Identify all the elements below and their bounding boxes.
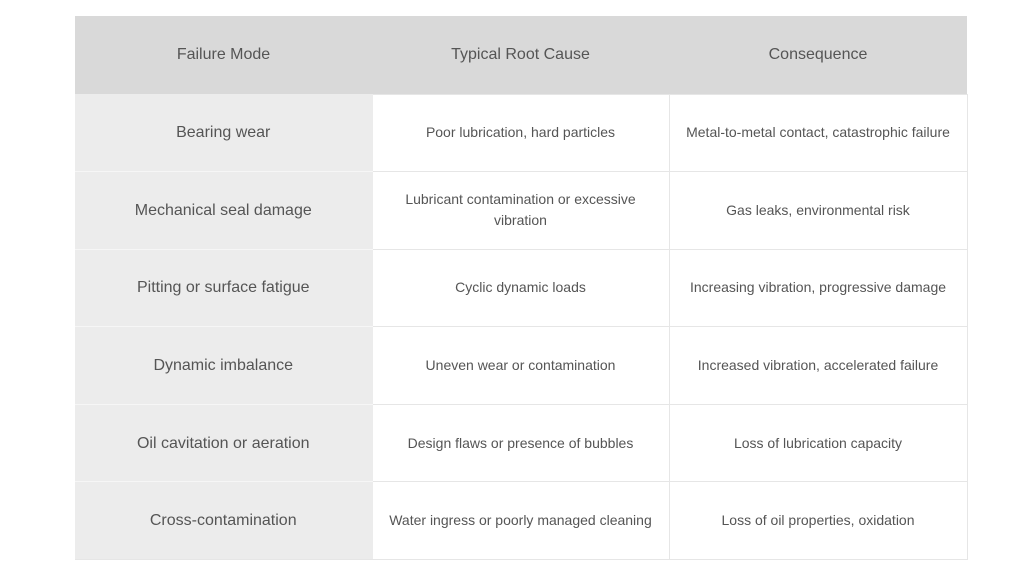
header-row bbox=[75, 16, 967, 94]
table-row bbox=[75, 482, 967, 560]
table-row bbox=[75, 94, 967, 172]
root-cause-cell: Poor lubrication, hard particles bbox=[372, 94, 669, 172]
failure-mode-cell: Oil cavitation or aeration bbox=[75, 404, 372, 482]
failure-mode-cell: Cross-contamination bbox=[75, 482, 372, 560]
table-row bbox=[75, 404, 967, 482]
table-header bbox=[75, 16, 967, 94]
header-failure-mode: Failure Mode bbox=[75, 16, 372, 94]
consequence-cell: Gas leaks, environmental risk bbox=[669, 172, 967, 250]
consequence-cell: Increasing vibration, progressive damage bbox=[669, 249, 967, 327]
header-consequence: Consequence bbox=[669, 16, 967, 94]
root-cause-cell: Uneven wear or contamination bbox=[372, 327, 669, 405]
failure-mode-cell: Dynamic imbalance bbox=[75, 327, 372, 405]
failure-mode-table bbox=[75, 16, 968, 560]
table-row bbox=[75, 249, 967, 327]
root-cause-cell: Lubricant contamination or excessive vibration bbox=[372, 172, 669, 250]
root-cause-cell: Water ingress or poorly managed cleaning bbox=[372, 482, 669, 560]
consequence-cell: Loss of lubrication capacity bbox=[669, 404, 967, 482]
failure-mode-cell: Pitting or surface fatigue bbox=[75, 249, 372, 327]
table-body bbox=[75, 94, 967, 560]
table-row bbox=[75, 172, 967, 250]
consequence-cell: Increased vibration, accelerated failure bbox=[669, 327, 967, 405]
failure-mode-cell: Mechanical seal damage bbox=[75, 172, 372, 250]
table-row bbox=[75, 327, 967, 405]
root-cause-cell: Design flaws or presence of bubbles bbox=[372, 404, 669, 482]
consequence-cell: Loss of oil properties, oxidation bbox=[669, 482, 967, 560]
root-cause-cell: Cyclic dynamic loads bbox=[372, 249, 669, 327]
failure-mode-table-container bbox=[75, 16, 967, 560]
header-root-cause: Typical Root Cause bbox=[372, 16, 669, 94]
consequence-cell: Metal-to-metal contact, catastrophic failure bbox=[669, 94, 967, 172]
failure-mode-cell: Bearing wear bbox=[75, 94, 372, 172]
